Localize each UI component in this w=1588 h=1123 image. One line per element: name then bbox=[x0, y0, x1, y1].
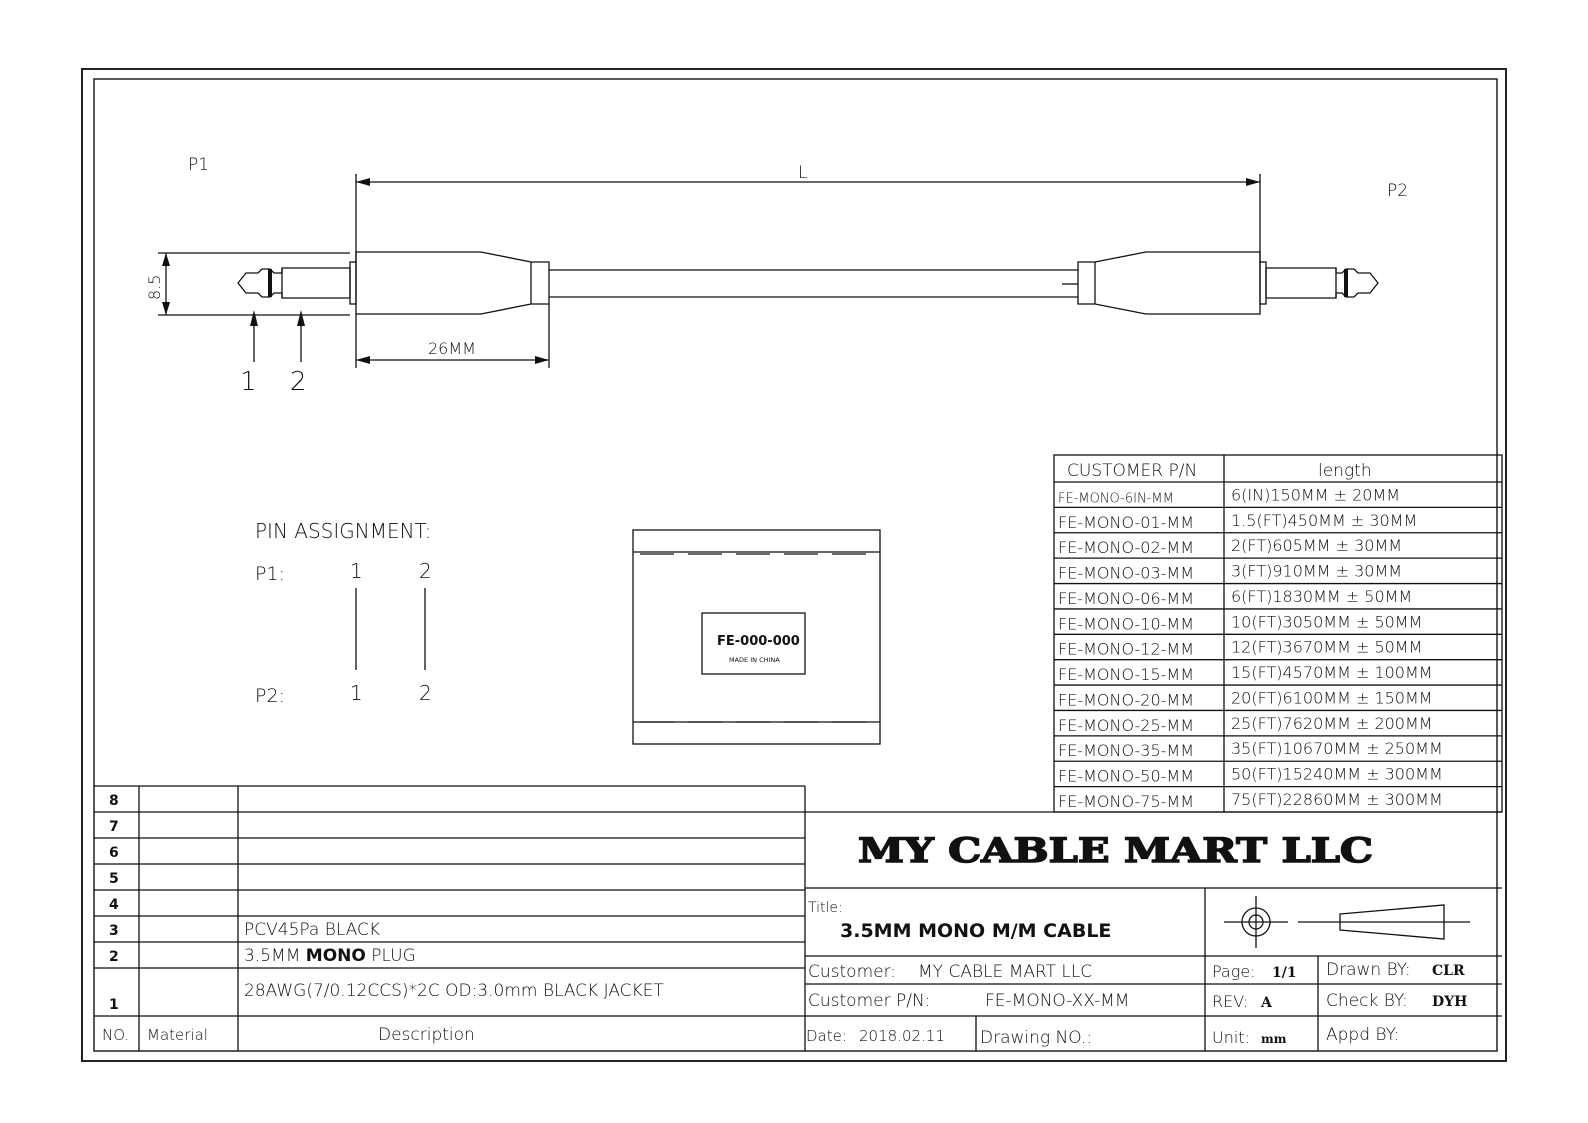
unit-value: mm bbox=[1261, 1032, 1287, 1046]
title-block bbox=[805, 812, 1502, 1051]
rev-label: REV: bbox=[1212, 992, 1249, 1011]
bom-row-no: 7 bbox=[109, 819, 119, 835]
bom-header-no: NO. bbox=[102, 1026, 130, 1044]
length-row-pn: FE-MONO-06-MM bbox=[1058, 588, 1195, 608]
cable-drawing bbox=[145, 155, 1408, 397]
bom-row-no: 6 bbox=[109, 845, 119, 861]
pin-assignment-p1-label: P1: bbox=[255, 563, 285, 585]
length-table-header-pn: CUSTOMER P/N bbox=[1067, 461, 1198, 481]
length-table bbox=[1054, 455, 1502, 812]
bom-row-no: 5 bbox=[109, 871, 119, 887]
customer-pn-label: Customer P/N: bbox=[808, 991, 931, 1011]
label-origin: MADE IN CHINA bbox=[729, 656, 780, 664]
third-angle-projection-icon bbox=[1224, 896, 1470, 948]
bom-row-no: 4 bbox=[109, 897, 119, 913]
pin-assignment-p2-label: P2: bbox=[255, 685, 285, 707]
date-label: Date: bbox=[806, 1027, 847, 1045]
page-value: 1/1 bbox=[1272, 965, 1297, 981]
length-row-length: 50(FT)15240MM ± 300MM bbox=[1231, 764, 1443, 784]
length-row-length: 10(FT)3050MM ± 50MM bbox=[1231, 612, 1423, 632]
bom-table bbox=[94, 786, 805, 1051]
diameter-dimension-label: 8.5 bbox=[145, 274, 164, 300]
length-row-pn: FE-MONO-12-MM bbox=[1058, 639, 1195, 659]
bom-row-description: PCV45Pa BLACK bbox=[244, 920, 381, 940]
bom-desc-pre: 3.5MM bbox=[244, 946, 306, 966]
length-row-pn: FE-MONO-75-MM bbox=[1058, 792, 1195, 811]
bom-row-no: 2 bbox=[109, 949, 119, 965]
length-row-pn: FE-MONO-50-MM bbox=[1058, 766, 1195, 786]
length-row-length: 3(FT)910MM ± 30MM bbox=[1231, 561, 1403, 581]
title-value: 3.5MM MONO M/M CABLE bbox=[840, 920, 1112, 942]
length-row-length: 75(FT)22860MM ± 300MM bbox=[1231, 790, 1443, 809]
bom-row-description bbox=[244, 946, 416, 966]
pin-assignment bbox=[255, 519, 432, 707]
p2-label: P2 bbox=[1387, 181, 1409, 201]
bom-row-description: 28AWG(7/0.12CCS)*2C OD:3.0mm BLACK JACKET bbox=[244, 981, 664, 1001]
bom-row-no: 3 bbox=[109, 923, 119, 939]
company-name: MY CABLE MART LLC bbox=[858, 831, 1373, 871]
drawn-by-value: CLR bbox=[1432, 963, 1465, 979]
length-row-length: 35(FT)10670MM ± 250MM bbox=[1231, 739, 1443, 759]
length-row-length: 15(FT)4570MM ± 100MM bbox=[1231, 663, 1433, 683]
bom-row-no: 1 bbox=[109, 997, 119, 1013]
customer-label: Customer: bbox=[808, 962, 897, 982]
bom-header-material: Material bbox=[147, 1026, 208, 1044]
length-row-length: 6(FT)1830MM ± 50MM bbox=[1231, 586, 1413, 606]
length-row-pn: FE-MONO-35-MM bbox=[1058, 741, 1195, 761]
length-row-length: 6(IN)150MM ± 20MM bbox=[1231, 485, 1401, 505]
rev-value: A bbox=[1261, 995, 1272, 1011]
page-label: Page: bbox=[1212, 962, 1256, 981]
pin-marker-2: 2 bbox=[290, 367, 307, 397]
length-row-pn: FE-MONO-10-MM bbox=[1058, 614, 1195, 634]
bom-row-no: 8 bbox=[109, 793, 119, 809]
appd-by-label: Appd BY: bbox=[1326, 1025, 1400, 1045]
length-row-length: 25(FT)7620MM ± 200MM bbox=[1231, 713, 1433, 733]
p2-pin-2: 2 bbox=[419, 681, 432, 705]
check-by-value: DYH bbox=[1432, 994, 1468, 1010]
length-row-pn: FE-MONO-01-MM bbox=[1058, 512, 1195, 532]
drawn-by-label: Drawn BY: bbox=[1326, 960, 1411, 980]
length-row-length: 20(FT)6100MM ± 150MM bbox=[1231, 688, 1433, 708]
pin-assignment-title: PIN ASSIGNMENT: bbox=[255, 519, 432, 543]
p1-label: P1 bbox=[188, 155, 210, 175]
customer-value: MY CABLE MART LLC bbox=[918, 962, 1093, 982]
length-row-pn: FE-MONO-20-MM bbox=[1058, 690, 1195, 710]
length-dimension-label: L bbox=[798, 163, 808, 183]
length-row-length: 1.5(FT)450MM ± 30MM bbox=[1231, 510, 1418, 530]
length-row-pn: FE-MONO-02-MM bbox=[1058, 538, 1195, 558]
bom-desc-bold: MONO bbox=[305, 946, 366, 966]
length-row-length: 12(FT)3670MM ± 50MM bbox=[1231, 637, 1423, 657]
length-row-pn: FE-MONO-6IN-MM bbox=[1058, 491, 1174, 507]
body-length-label: 26MM bbox=[428, 339, 476, 358]
cable-label bbox=[633, 530, 880, 744]
length-row-pn: FE-MONO-15-MM bbox=[1058, 665, 1195, 685]
length-row-length: 2(FT)605MM ± 30MM bbox=[1231, 536, 1403, 556]
p2-pin-1: 1 bbox=[350, 681, 363, 705]
title-label: Title: bbox=[808, 900, 843, 916]
bom-desc-post: PLUG bbox=[365, 946, 416, 966]
length-row-pn: FE-MONO-03-MM bbox=[1058, 563, 1195, 583]
drawing-no-label: Drawing NO.: bbox=[980, 1028, 1093, 1048]
unit-label: Unit: bbox=[1212, 1028, 1250, 1047]
date-value: 2018.02.11 bbox=[859, 1027, 945, 1045]
pin-marker-1: 1 bbox=[240, 367, 257, 397]
check-by-label: Check BY: bbox=[1326, 991, 1408, 1011]
label-part-code: FE-000-000 bbox=[717, 634, 800, 649]
p1-pin-1: 1 bbox=[350, 559, 363, 583]
bom-header-description: Description bbox=[378, 1025, 475, 1045]
p1-pin-2: 2 bbox=[419, 559, 432, 583]
customer-pn-value: FE-MONO-XX-MM bbox=[985, 991, 1130, 1011]
length-table-header-length: length bbox=[1318, 461, 1372, 481]
length-row-pn: FE-MONO-25-MM bbox=[1058, 715, 1195, 735]
